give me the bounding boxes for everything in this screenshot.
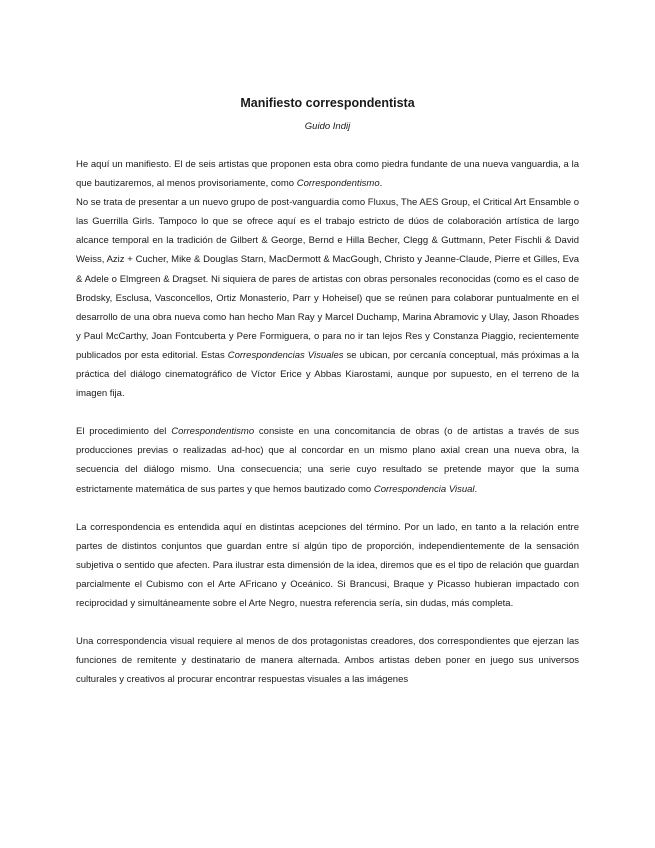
document-title: Manifiesto correspondentista bbox=[240, 96, 415, 110]
text-run: se ubican, por cercanía conceptual, más próximas a la práctica del diálogo cinematográfico de Víctor Erice y Abbas Kiarostami, aunque por supuesto, en el terreno de la imagen fija. bbox=[76, 349, 579, 400]
text-run: . bbox=[474, 483, 478, 495]
text-run-italic: Correspondencias Visuales bbox=[227, 349, 344, 361]
text-run-italic: Correspondentismo bbox=[296, 178, 380, 190]
text-run-italic: Correspondencia Visual bbox=[373, 483, 475, 495]
paragraph-spacer bbox=[76, 613, 579, 632]
text-run: El procedimiento del bbox=[76, 426, 172, 438]
text-run: consiste en una concomitancia de obras (o de artistas a través de sus producciones previas o realizadas ad-hoc) que al concordar en un mismo plano axial crean una nueva obra, la secuencia del diálogo mismo. Una consecuencia; una serie cuyo resultado se pretende mayor que la suma estrictamente matemática de sus partes y que hemos bautizado como bbox=[76, 426, 579, 495]
paragraph-correspondence bbox=[76, 518, 579, 613]
text-run: Una correspondencia visual requiere al menos de dos protagonistas creadores, dos correspondientes que ejerzan las funciones de remitente y destinatario de manera alternada. Ambos artistas deben poner en juego sus universos culturales y creativos al procurar encontrar respuestas visuales a las imágenes bbox=[76, 636, 579, 686]
text-run: La correspondencia es entendida aquí en distintas acepciones del término. Por un lado, en tanto a la relación entre partes de distintos conjuntos que guardan entre sí algún tipo de proporción, independientemente de la sensación subjetiva o sentido que afecten. Para ilustrar esta dimensión de la idea, diremos que es el tipo de relación que guardan parcialmente el Cubismo con el Arte AFricano y Oceánico. Si Brancusi, Braque y Picasso hubieran impactado con reciprocidad y simultáneamente sobre el Arte Negro, nuestra referencia sería, sin dudas, más completa. bbox=[76, 521, 579, 609]
text-run: . bbox=[379, 178, 383, 190]
text-run-italic: Correspondentismo bbox=[171, 426, 255, 438]
paragraph-intro bbox=[76, 155, 579, 193]
paragraph-procedure bbox=[76, 422, 579, 498]
paragraph-spacer bbox=[76, 499, 579, 518]
paragraph-spacer bbox=[76, 403, 579, 422]
document-body bbox=[76, 155, 579, 689]
paragraph-visual-correspondence bbox=[76, 632, 579, 689]
text-run: He aquí un manifiesto. El de seis artistas que proponen esta obra como piedra fundante de una nueva vanguardia, a la que bautizaremos, al menos provisoriamente, como bbox=[76, 159, 579, 190]
text-run: No se trata de presentar a un nuevo grupo de post-vanguardia como Fluxus, The AES Group, el Critical Art Ensamble o las Guerrilla Girls. Tampoco lo que se ofrece aquí es el trabajo estricto de dúos de colaboración artística de largo alcance temporal en la tradición de Gilbert & George, Bernd e Hilla Becher, Clegg & Guttmann, Peter Fischli & David Weiss, Aziz + Cucher, Mike & Douglas Starn, MacDermott & MacGough, Christo y Jeanne-Claude, Pierre et Gilles, Eva & Adele o Elmgreen & Dragset. Ni siquiera de pares de artistas con obras personales reconocidas (como es el caso de Brodsky, Esclusa, Vasconcellos, Ortiz Monasterio, Parr y Hoheisel) que se reúnen para colaborar puntualmente en el desarrollo de una obra nueva como han hecho Man Ray y Marcel Duchamp, Marina Abramovic y Ulay, Jason Rhoades y Paul McCarthy, Joan Fontcuberta y Pere Formiguera, o para no ir tan lejos Res y Constanza Piaggio, recientemente publicados por esta editorial. Estas bbox=[76, 197, 579, 361]
paragraph-precedents bbox=[76, 193, 579, 403]
document-author: Guido Indij bbox=[304, 121, 351, 132]
